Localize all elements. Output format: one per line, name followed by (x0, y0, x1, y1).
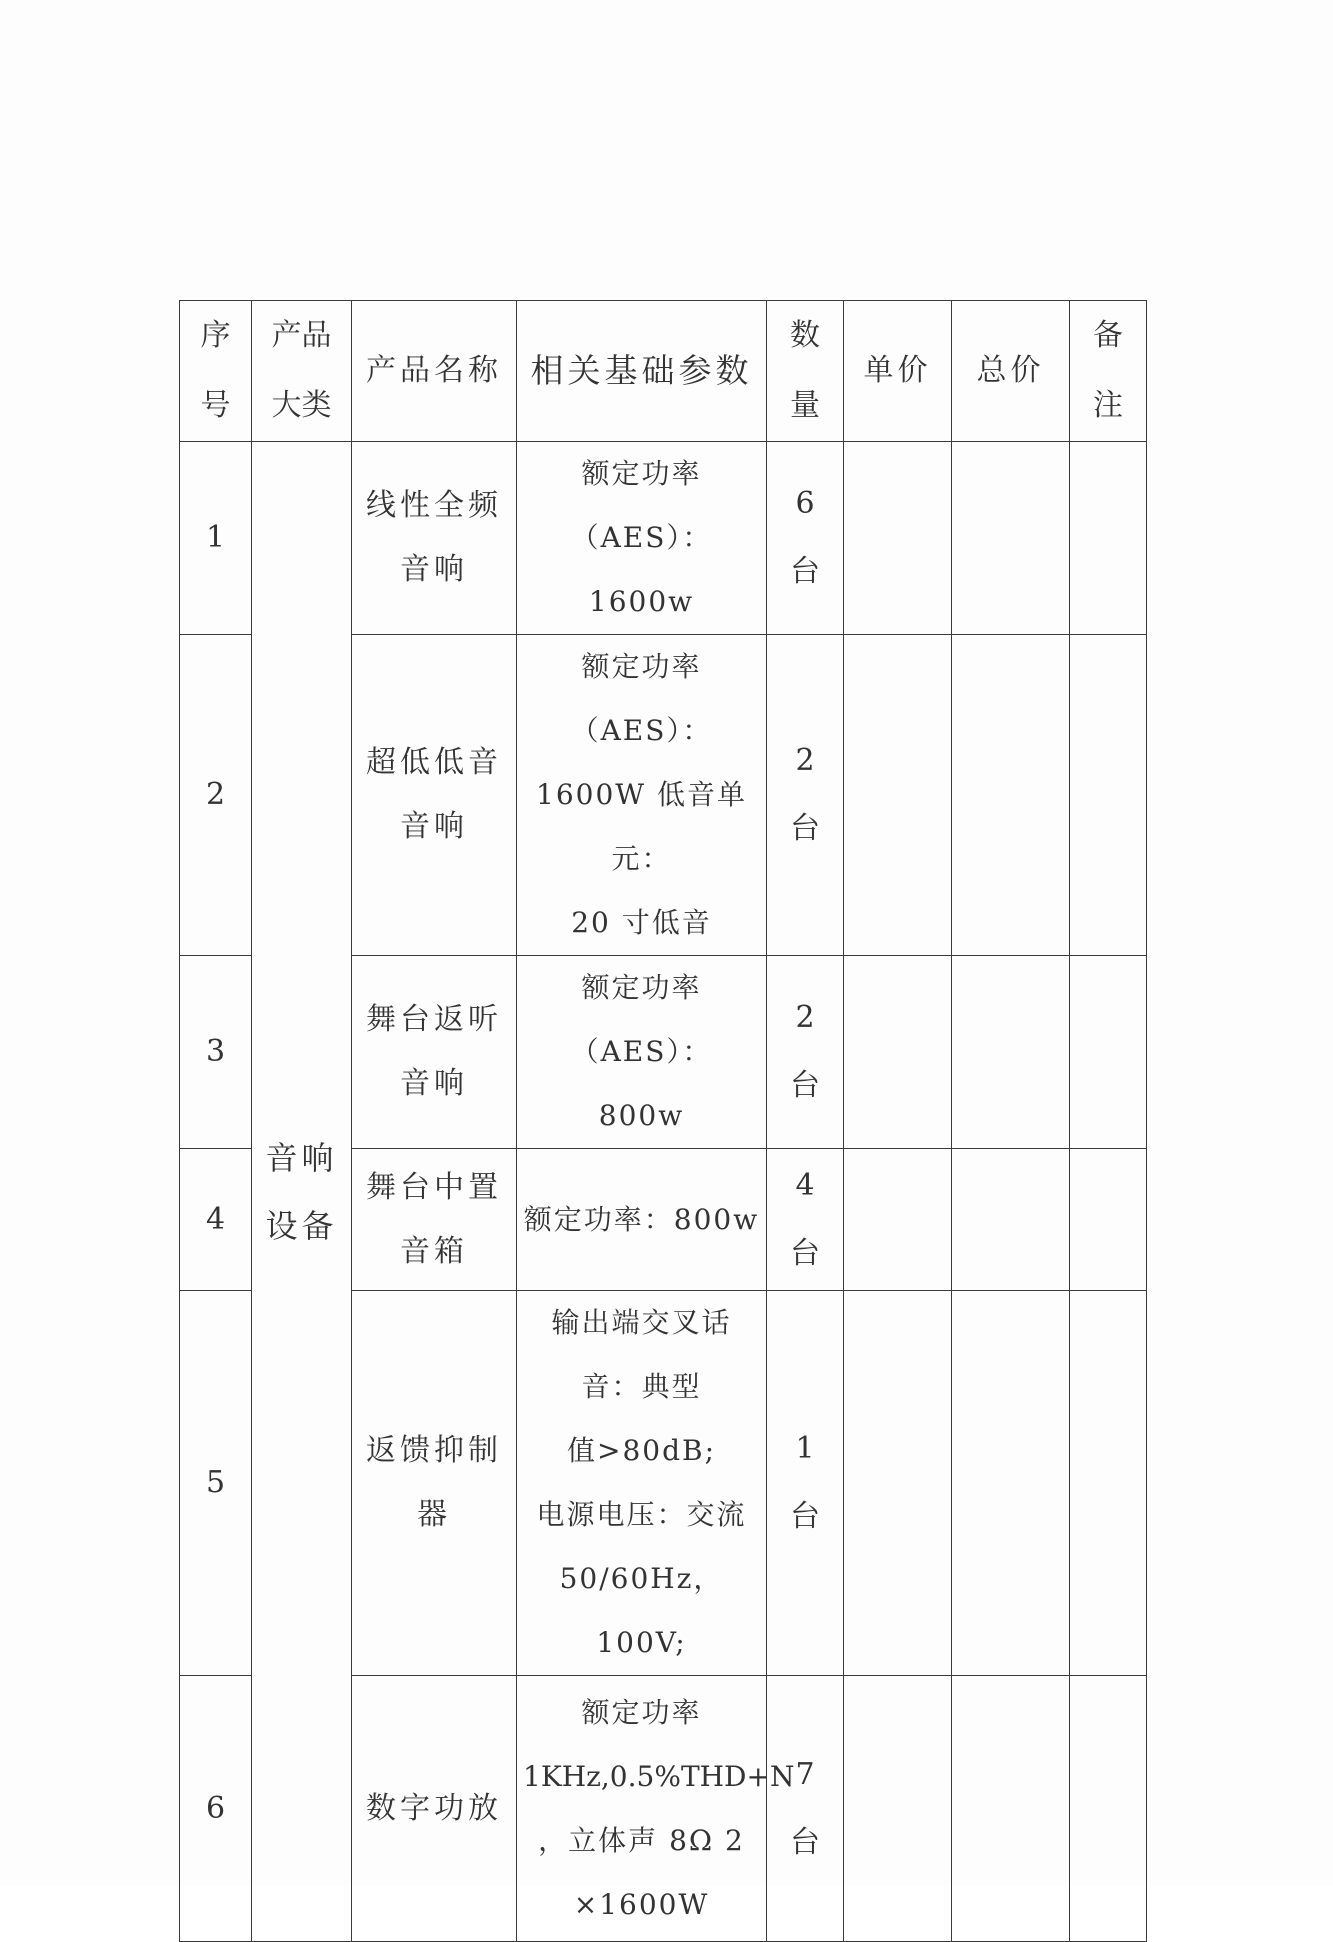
seq-cell: 4 (180, 1149, 252, 1291)
product-name-cell (352, 442, 517, 635)
product-name-line: 数字功放 (366, 1790, 502, 1826)
total-price-cell (952, 1291, 1070, 1676)
total-price-cell (952, 635, 1070, 956)
header-qty-line2: 量 (790, 388, 820, 423)
equipment-spec-table (179, 300, 1147, 1942)
unit-price-cell (844, 1149, 952, 1291)
qty-number: 2 (795, 1000, 815, 1035)
product-name-line: 器 (417, 1497, 451, 1532)
product-name-line: 返馈抑制 (366, 1433, 502, 1468)
param-line: 额定功率（AES）： (570, 650, 713, 747)
param-line: 音：典型 (581, 1370, 702, 1403)
remark-cell (1070, 1676, 1147, 1942)
product-name-line: 线性全频 (366, 488, 502, 523)
seq-cell: 5 (180, 1291, 252, 1676)
header-remark-line1: 备 (1093, 318, 1123, 353)
seq-cell: 6 (180, 1676, 252, 1942)
total-price-cell (952, 956, 1070, 1149)
qty-cell (767, 1149, 844, 1291)
params-cell (517, 635, 767, 956)
seq-cell: 1 (180, 442, 252, 635)
header-category (252, 301, 352, 442)
product-name-line: 超低低音 (366, 745, 502, 780)
param-line: 额定功率（AES）： (570, 457, 713, 554)
header-remark (1070, 301, 1147, 442)
header-unit-price (844, 301, 952, 442)
params-cell (517, 1291, 767, 1676)
total-price-cell (952, 1149, 1070, 1291)
qty-cell (767, 635, 844, 956)
product-name-cell (352, 635, 517, 956)
params-cell (517, 1149, 767, 1291)
remark-cell (1070, 1149, 1147, 1291)
product-name-line: 音响 (400, 1066, 468, 1101)
total-price-cell (952, 442, 1070, 635)
param-line: 额定功率：800w (523, 1202, 760, 1236)
remark-cell (1070, 956, 1147, 1149)
unit-price-cell (844, 1291, 952, 1676)
product-name-line: 音响 (400, 809, 468, 844)
qty-cell (767, 442, 844, 635)
param-line: 1KHz,0.5%THD+N (523, 1759, 795, 1793)
param-line: ×1600W (573, 1887, 710, 1921)
qty-unit: 台 (790, 811, 820, 846)
param-line: 800w (598, 1099, 685, 1132)
product-name-line: 音响 (400, 552, 468, 587)
header-seq-line2: 号 (200, 388, 231, 423)
category-line2: 设备 (265, 1206, 338, 1245)
header-params-label: 相关基础参数 (530, 351, 753, 390)
seq-cell: 2 (180, 635, 252, 956)
qty-number: 7 (795, 1756, 815, 1792)
header-seq (180, 301, 252, 442)
remark-cell (1070, 635, 1147, 956)
category-line1: 音响 (265, 1138, 338, 1177)
header-product-name (352, 301, 517, 442)
header-unit-price-label: 单价 (863, 353, 932, 388)
table-row (180, 442, 1147, 635)
header-row (180, 301, 1147, 442)
unit-price-cell (844, 635, 952, 956)
product-name-cell (352, 956, 517, 1149)
qty-cell (767, 1291, 844, 1676)
qty-cell (767, 1676, 844, 1942)
product-name-cell (352, 1149, 517, 1291)
total-price-cell (952, 1676, 1070, 1942)
header-remark-line2: 注 (1093, 388, 1123, 423)
param-line: ，立体声 8Ω 2 (538, 1823, 745, 1857)
qty-unit: 台 (790, 1824, 820, 1860)
params-cell (517, 956, 767, 1149)
qty-unit: 台 (790, 554, 820, 589)
qty-cell (767, 956, 844, 1149)
remark-cell (1070, 442, 1147, 635)
qty-unit: 台 (790, 1068, 820, 1103)
header-total-price (952, 301, 1070, 442)
param-line: 1600w (588, 585, 695, 618)
qty-number: 6 (795, 486, 815, 521)
header-category-line2: 大类 (271, 388, 332, 423)
product-name-line: 音箱 (400, 1233, 468, 1269)
product-name-line: 舞台中置 (366, 1169, 502, 1205)
header-qty-line1: 数 (790, 318, 820, 353)
product-name-cell (352, 1676, 517, 1942)
param-line: 50/60Hz，100V; (559, 1562, 724, 1659)
header-seq-line1: 序 (200, 318, 231, 353)
param-line: 额定功率（AES）： (570, 971, 713, 1068)
unit-price-cell (844, 442, 952, 635)
header-category-line1: 产品 (271, 318, 332, 353)
seq-cell: 3 (180, 956, 252, 1149)
unit-price-cell (844, 956, 952, 1149)
qty-number: 1 (795, 1431, 815, 1466)
qty-unit: 台 (790, 1499, 820, 1534)
unit-price-cell (844, 1676, 952, 1942)
header-product-name-label: 产品名称 (366, 353, 502, 388)
param-line: 输出端交叉话 (551, 1306, 732, 1339)
qty-number: 2 (795, 743, 815, 778)
qty-unit: 台 (790, 1235, 820, 1271)
category-cell (252, 442, 352, 1942)
param-line: 20 寸低音 (571, 906, 712, 939)
param-line: 额定功率 (581, 1695, 702, 1729)
header-qty (767, 301, 844, 442)
param-line: 值>80dB; (566, 1434, 717, 1467)
header-params (517, 301, 767, 442)
remark-cell (1070, 1291, 1147, 1676)
param-line: 1600W 低音单元： (536, 778, 747, 875)
header-total-price-label: 总价 (976, 353, 1045, 388)
params-cell (517, 1676, 795, 1942)
product-name-cell (352, 1291, 517, 1676)
param-line: 电源电压：交流 (536, 1498, 747, 1531)
qty-number: 4 (795, 1167, 815, 1203)
product-name-line: 舞台返听 (366, 1002, 502, 1037)
params-cell (517, 442, 767, 635)
